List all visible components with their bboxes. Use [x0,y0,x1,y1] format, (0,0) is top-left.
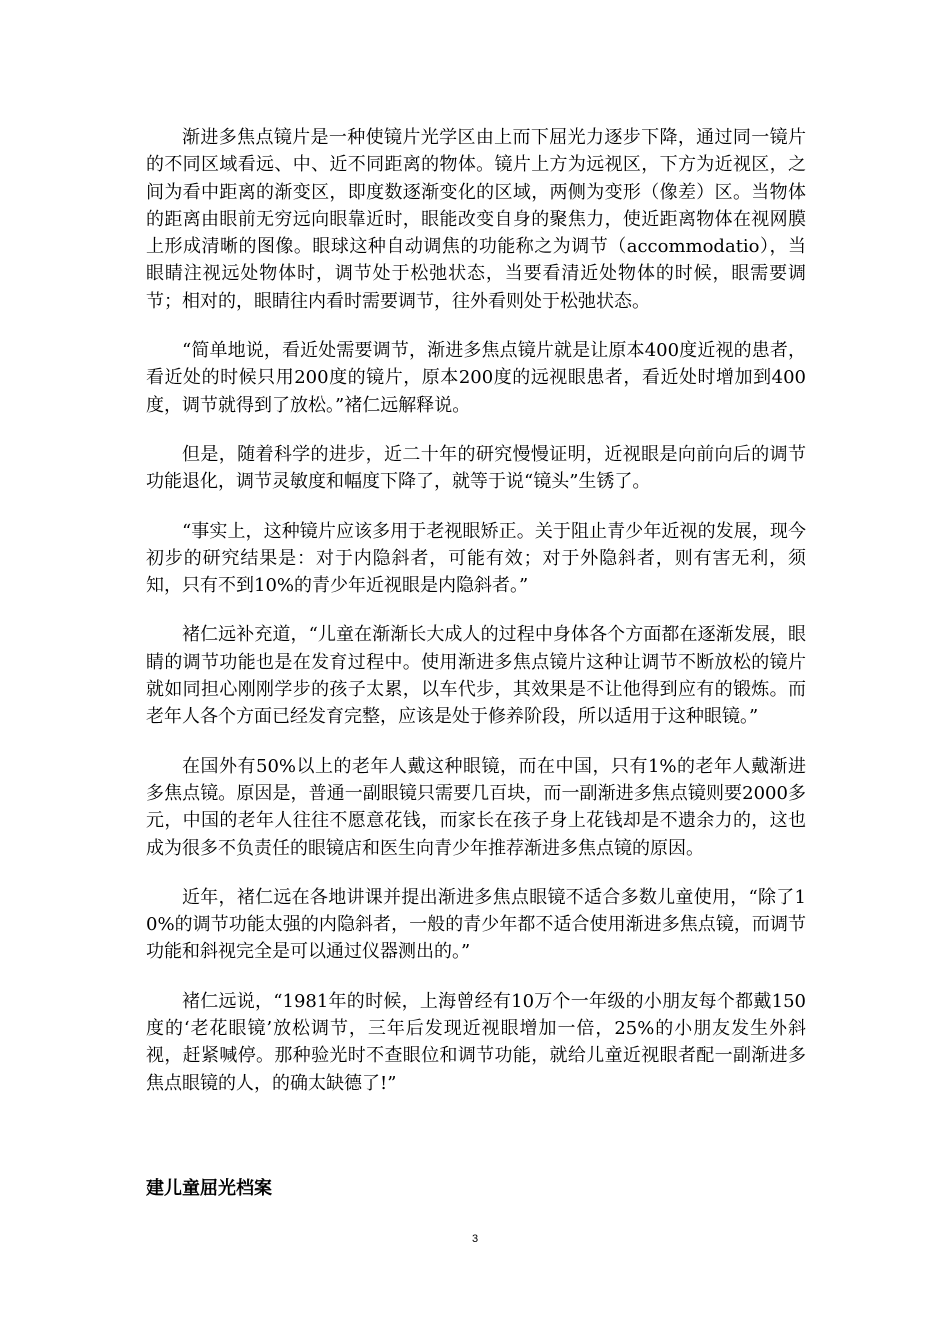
paragraph-1981-shanghai-quote: 褚仁远说，“1981年的时候，上海曾经有10万个一年级的小朋友每个都戴150度的‘老花眼镜’放松调节，三年后发现近视眼增加一倍，25%的小朋友发生外斜视，赶紧喊停。那种验光时不查眼位和调节功能，就给儿童近视眼者配一副渐进多焦点眼镜的人，的确太缺德了!” [146,990,806,1094]
paragraph-lectures-quote: 近年，褚仁远在各地讲课并提出渐进多焦点眼镜不适合多数儿童使用，“除了10%的调节功能太强的内隐斜者，一般的青少年都不适合使用渐进多焦点镜，而调节功能和斜视完全是可以通过仪器测出的。” [146,886,806,963]
page-number: 3 [471,1233,479,1245]
paragraph-research-findings: 但是，随着科学的进步，近二十年的研究慢慢证明，近视眼是向前向后的调节功能退化，调节灵敏度和幅度下降了，就等于说“镜头”生锈了。 [146,443,806,493]
paragraph-simple-explanation-quote: “简单地说，看近处需要调节，渐进多焦点镜片就是让原本400度近视的患者，看近处的时候只用200度的镜片，原本200度的远视眼患者，看近处时增加到400度，调节就得到了放松。”褚仁远解释说。 [146,340,806,416]
paragraph-progressive-lens-definition: 渐进多焦点镜片是一种使镜片光学区由上而下屈光力逐步下降，通过同一镜片的不同区域看远、中、近不同距离的物体。镜片上方为远视区，下方为近视区，之间为看中距离的渐变区，即度数逐渐变化的区域，两侧为变形（像差）区。当物体的距离由眼前无穷远向眼靠近时，眼能改变自身的聚焦力，使近距离物体在视网膜上形成清晰的图像。眼球这种自动调焦的功能称之为调节（accommodatio），当眼睛注视远处物体时，调节处于松弛状态，当要看清近处物体的时候，眼需要调节；相对的，眼睛往内看时需要调节，往外看则处于松弛状态。 [146,127,806,312]
document-body [146,124,806,1119]
paragraph-presbyopia-use-quote: “事实上，这种镜片应该多用于老视眼矫正。关于阻止青少年近视的发展，现今初步的研究结果是：对于内隐斜者，可能有效；对于外隐斜者，则有害无利，须知，只有不到10%的青少年近视眼是内隐斜者。” [146,520,806,597]
paragraph-market-comparison: 在国外有50%以上的老年人戴这种眼镜，而在中国，只有1%的老年人戴渐进多焦点镜。原因是，普通一副眼镜只需要几百块，而一副渐进多焦点镜则要2000多元，中国的老年人往往不愿意花钱，而家长在孩子身上花钱却是不遗余力的，这也成为很多不负责任的眼镜店和医生向青少年推荐渐进多焦点镜的原因。 [146,755,806,859]
section-heading: 建儿童屈光档案 [146,1178,272,1199]
paragraph-children-development-quote: 褚仁远补充道，“儿童在渐渐长大成人的过程中身体各个方面都在逐渐发展，眼睛的调节功能也是在发育过程中。使用渐进多焦点镜片这种让调节不断放松的镜片就如同担心刚刚学步的孩子太累，以车代步，其效果是不让他得到应有的锻炼。而老年人各个方面已经发育完整，应该是处于修养阶段，所以适用于这种眼镜。” [146,624,806,728]
